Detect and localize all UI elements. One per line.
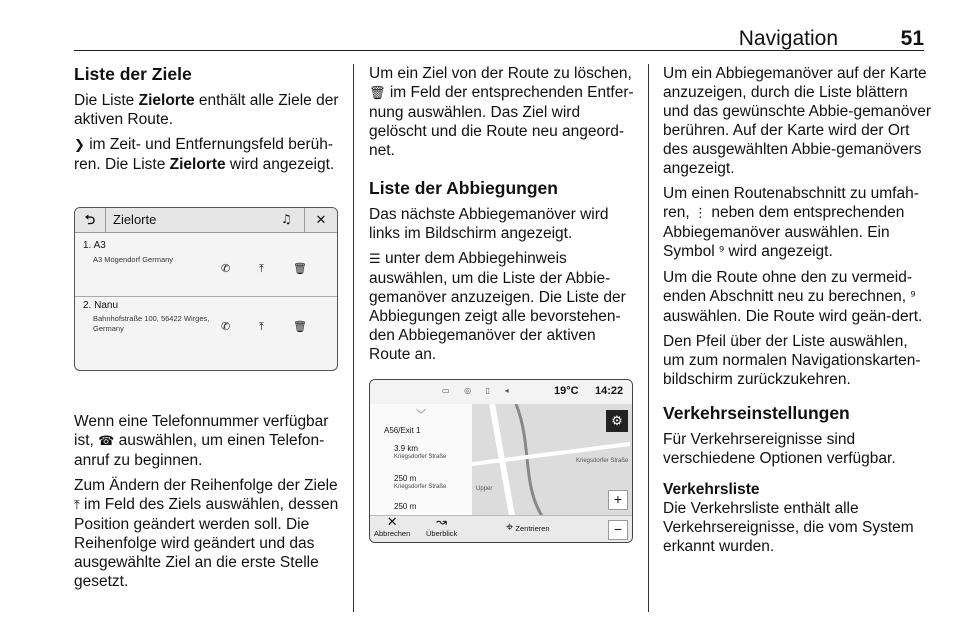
list-divider <box>75 296 337 297</box>
destination-1-address: A3 Mogendorf Germany <box>93 255 174 264</box>
column-1-lower <box>74 412 342 597</box>
page-header-title: Navigation <box>738 27 838 50</box>
overview-button[interactable]: ↝ Überblick <box>426 515 458 538</box>
zoom-in-button[interactable]: + <box>608 490 628 510</box>
phone-icon[interactable]: ✆ <box>221 320 231 333</box>
paragraph: Zum Ändern der Reihenfolge der Ziele ⤒ im Feld des Ziels auswählen, dessen Position geändert werden soll. Die Reihenfolge wird geändert und das ausgewählte Ziel an die erste Stelle gesetzt. <box>74 477 339 590</box>
list-item[interactable]: 250 m <box>394 502 417 511</box>
clock: 14:22 <box>595 385 624 397</box>
center-button[interactable]: ⌖ Zentrieren <box>506 520 550 535</box>
close-icon: ✕ <box>315 213 327 228</box>
destination-1-title: 1. A3 <box>83 240 106 251</box>
paragraph: Den Pfeil über der Liste auswählen, um zum normalen Navigationskarten-bildschirm zurückzukehren. <box>663 333 921 388</box>
paragraph: Um die Route ohne den zu vermeid-enden Abschnitt neu zu berechnen, ⁹ auswählen. Die Route wird geän-dert. <box>663 269 923 325</box>
reorder-to-top-icon[interactable]: ⤒ <box>259 320 264 333</box>
back-button[interactable] <box>75 208 106 232</box>
crosshair-icon: ⌖ <box>506 520 514 535</box>
phone-icon[interactable]: ✆ <box>221 262 231 275</box>
voice-icon[interactable]: ♫ <box>281 212 292 226</box>
section-heading-destinations: Liste der Ziele <box>74 64 192 84</box>
screen-title: Zielorte <box>113 212 157 227</box>
status-bar <box>370 380 632 405</box>
column-3 <box>663 64 931 562</box>
avoid-section-icon: ⁹ <box>719 245 725 260</box>
list-item[interactable]: 3.9 km Kriegsdorfer Straße <box>394 444 447 460</box>
delete-icon: 🗑 <box>369 86 386 101</box>
map-street-label: Upper <box>476 486 493 492</box>
close-button[interactable] <box>304 208 337 232</box>
destination-2-address-line-2: Germany <box>93 324 124 333</box>
paragraph: Wenn eine Telefonnummer verfügbar ist, ☎ auswählen, um einen Telefon-anruf zu beginnen. <box>74 413 329 469</box>
turn-list-screenshot <box>369 379 633 543</box>
paragraph: Die Liste Zielorte enthält alle Ziele der aktiven Route. <box>74 92 339 128</box>
paragraph: Für Verkehrsereignisse sind verschiedene Optionen verfügbar. <box>663 431 896 467</box>
more-options-icon: ⋮ <box>694 206 708 221</box>
screen-title-bar <box>75 208 337 233</box>
subheading-traffic-list: Verkehrsliste <box>663 481 760 498</box>
list-item[interactable]: A56/Exit 1 <box>384 426 421 435</box>
paragraph: Um ein Abbiegemanöver auf der Karte anzuzeigen, durch die Liste blättern und das gewünschte Abbie-gemanöver berühren. Auf der Karte wird der Ort des ausgewählten Abbie-gemanövers angezeigt. <box>663 65 931 177</box>
settings-button[interactable] <box>606 410 628 432</box>
phone-icon: ☎ <box>98 434 115 449</box>
destinations-screenshot <box>74 207 338 371</box>
list-item[interactable]: 250 m Kriegsdorfer Straße <box>394 474 447 490</box>
section-heading-turns: Liste der Abbiegungen <box>369 178 558 198</box>
back-arrow-icon: ⮌ <box>84 213 96 228</box>
route-icon: ↝ <box>436 515 448 530</box>
delete-icon[interactable]: 🗑 <box>293 320 307 333</box>
paragraph: Das nächste Abbiegemanöver wird links im Bildschirm angezeigt. <box>369 206 609 242</box>
paragraph: Um ein Ziel von der Route zu löschen, 🗑 im Feld der entsprechenden Entfer-nung auswählen. Das Ziel wird gelöscht und die Route neu angeord-net. <box>369 65 634 159</box>
delete-icon[interactable]: 🗑 <box>293 262 307 275</box>
temperature: 19°C <box>554 385 579 397</box>
column-2 <box>369 64 637 370</box>
paragraph: Die Verkehrsliste enthält alle Verkehrsereignisse, die vom System erkannt wurden. <box>663 500 914 555</box>
column-1 <box>74 64 342 180</box>
page-number: 51 <box>900 27 924 50</box>
reorder-to-top-icon: ⤒ <box>74 498 80 513</box>
destination-2-address-line-1: Bahnhofstraße 100, 56422 Wirges, <box>93 314 210 323</box>
cancel-button[interactable]: ✕ Abbrechen <box>374 515 411 538</box>
status-icons: ▭ ◎ ▯ ◂ <box>442 386 515 395</box>
paragraph: ☰ unter dem Abbiegehinweis auswählen, um die Liste der Abbie-gemanöver anzuzeigen. Die Liste der Abbiegungen zeigt alle bevorstehen-den Abbiegemanöver der aktiven Route an. <box>369 250 626 363</box>
destination-2-title: 2. Nanu <box>83 300 119 311</box>
collapse-arrow-button[interactable]: ﹀ <box>416 410 426 421</box>
section-heading-traffic: Verkehrseinstellungen <box>663 403 850 423</box>
chevron-right-icon: ❯ <box>74 138 85 153</box>
reorder-to-top-icon[interactable]: ⤒ <box>259 262 264 275</box>
close-icon: ✕ <box>386 515 398 530</box>
column-divider-1 <box>353 64 354 612</box>
list-icon: ☰ <box>369 252 381 267</box>
zoom-out-button[interactable]: − <box>608 520 628 540</box>
gear-icon: ⚙ <box>611 414 623 429</box>
page-header <box>74 0 924 51</box>
turn-list <box>370 404 473 516</box>
paragraph: Um einen Routenabschnitt zu umfah-ren, ⋮ neben dem entsprechenden Abbiegemanöver auswählen. Ein Symbol ⁹ wird angezeigt. <box>663 185 919 260</box>
avoid-section-icon: ⁹ <box>910 290 916 305</box>
paragraph: ❯ im Zeit- und Entfernungsfeld berüh-ren. Die Liste Zielorte wird angezeigt. <box>74 136 335 173</box>
map-street-label: Kriegsdorfer Straße <box>576 458 629 464</box>
column-divider-2 <box>648 64 649 612</box>
bottom-bar <box>370 515 632 542</box>
